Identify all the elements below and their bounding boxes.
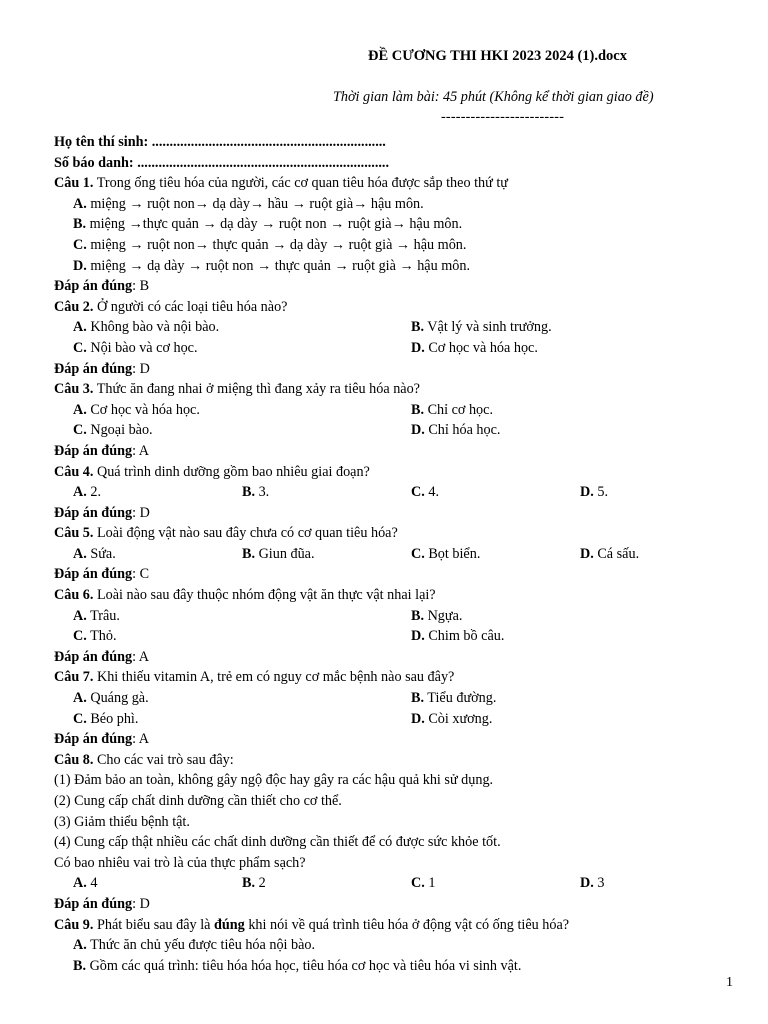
- answer-option: [411, 606, 462, 627]
- option-text: Ngoại bào.: [86, 422, 153, 439]
- option-text: 5.: [593, 484, 608, 501]
- option-text: Trâu.: [86, 607, 120, 624]
- option-key: B.: [242, 875, 256, 892]
- option-text: 4.: [424, 484, 439, 501]
- correct-answer: [54, 359, 734, 380]
- option-text: Chỉ hóa học.: [424, 422, 501, 439]
- answer-value: : D: [132, 504, 150, 521]
- question-1: [54, 173, 734, 194]
- option-text: Nội bào và cơ học.: [86, 339, 198, 356]
- answer-option: [73, 544, 116, 565]
- option-key: D.: [580, 545, 594, 562]
- answer-option: [73, 482, 101, 503]
- option-text: Cơ học và hóa học.: [424, 339, 538, 356]
- option-text: Béo phì.: [86, 710, 139, 727]
- question-text: Cho các vai trò sau đây:: [93, 751, 234, 768]
- correct-answer: [54, 564, 734, 585]
- option-key: B.: [411, 690, 425, 707]
- answer-option: [411, 709, 492, 730]
- option-text: Không bào và nội bào.: [86, 319, 220, 336]
- answer-option: [73, 688, 149, 709]
- option-key: A.: [73, 937, 87, 954]
- answer-option: [411, 873, 435, 894]
- answer-value: : A: [132, 731, 150, 748]
- question-5: [54, 523, 734, 544]
- option-key: B.: [411, 401, 425, 418]
- answer-option: [242, 873, 266, 894]
- option-text: Chim bồ câu.: [424, 628, 505, 645]
- option-key: A.: [73, 195, 87, 212]
- option-key: A.: [73, 690, 87, 707]
- answer-row: [54, 400, 734, 421]
- option-key: C.: [73, 422, 87, 439]
- answer-row: [54, 482, 734, 503]
- answer-row: [54, 420, 734, 441]
- option-key: B.: [242, 484, 256, 501]
- answer-label: Đáp án đúng: [54, 504, 133, 521]
- question-number: Câu 6.: [54, 587, 94, 604]
- answer-option: [73, 420, 153, 441]
- answer-option: [411, 420, 500, 441]
- answer-row: [54, 338, 734, 359]
- answer-label: Đáp án đúng: [54, 731, 133, 748]
- question-number: Câu 2.: [54, 298, 94, 315]
- answer-label: Đáp án đúng: [54, 648, 133, 665]
- correct-answer: [54, 276, 734, 297]
- answer-option: [73, 338, 198, 359]
- option-key: D.: [411, 339, 425, 356]
- statement: (4) Cung cấp thật nhiều các chất dinh dưỡng cần thiết để có được sức khỏe tốt.: [54, 834, 501, 851]
- answer-option: [73, 626, 117, 647]
- question-number: Câu 1.: [54, 175, 94, 192]
- correct-answer: [54, 503, 734, 524]
- answer-option: [73, 317, 219, 338]
- answer-option: [73, 400, 200, 421]
- option-key: C.: [73, 628, 87, 645]
- option-text: miệng → ruột non→ dạ dày→ hầu → ruột già→ hậu môn.: [86, 195, 424, 212]
- question-4: [54, 462, 734, 483]
- option-key: A.: [73, 401, 87, 418]
- option-text: Thỏ.: [86, 628, 117, 645]
- option-text: 3.: [255, 484, 270, 501]
- option-text: miệng → ruột non→ thực quản → dạ dày → ruột già → hậu môn.: [86, 236, 467, 253]
- option-text: 3: [593, 875, 605, 892]
- answer-option: [411, 338, 538, 359]
- option-key: B.: [73, 957, 87, 974]
- answer-option: [73, 873, 97, 894]
- question-3: [54, 379, 734, 400]
- option-key: C.: [411, 545, 425, 562]
- option-text: 2.: [86, 484, 101, 501]
- answer-option: [411, 626, 504, 647]
- answer-option: [73, 709, 138, 730]
- answer-option: [54, 956, 734, 977]
- question-text: Loài động vật nào sau đây chưa có cơ quan tiêu hóa?: [93, 525, 398, 542]
- correct-answer: [54, 647, 734, 668]
- question-number: Câu 4.: [54, 463, 94, 480]
- option-key: A.: [73, 545, 87, 562]
- answer-label: Đáp án đúng: [54, 895, 133, 912]
- student-id-field: Số báo danh: .......................................................................: [54, 154, 390, 171]
- page-number: 1: [726, 975, 733, 990]
- divider: -------------------------: [441, 109, 565, 125]
- option-key: A.: [73, 484, 87, 501]
- option-key: D.: [580, 875, 594, 892]
- option-key: B.: [411, 319, 425, 336]
- option-key: A.: [73, 607, 87, 624]
- option-text: miệng → dạ dày → ruột non → thực quản → ruột già → hậu môn.: [86, 257, 470, 274]
- answer-row: [54, 626, 734, 647]
- question-2: [54, 297, 734, 318]
- option-text: Tiểu đường.: [424, 690, 497, 707]
- question-emphasis: đúng: [214, 916, 245, 933]
- option-key: A.: [73, 875, 87, 892]
- answer-option: [54, 235, 734, 256]
- answer-label: Đáp án đúng: [54, 566, 133, 583]
- option-key: D.: [411, 710, 425, 727]
- answer-row: [54, 709, 734, 730]
- student-name-field: Họ tên thí sinh: ..................................................................: [54, 134, 386, 150]
- question-7: [54, 667, 734, 688]
- answer-value: : D: [132, 360, 150, 377]
- option-key: A.: [73, 319, 87, 336]
- answer-option: [411, 400, 493, 421]
- option-key: B.: [411, 607, 425, 624]
- answer-option: [411, 482, 439, 503]
- option-text: Còi xương.: [424, 710, 493, 727]
- question-text: Phát biểu sau đây là: [93, 916, 214, 933]
- answer-option: [411, 317, 552, 338]
- option-text: Cơ học và hóa học.: [86, 401, 200, 418]
- answer-option: [242, 482, 269, 503]
- answer-option: [580, 482, 608, 503]
- statement: (3) Giảm thiểu bệnh tật.: [54, 813, 190, 830]
- answer-option: [411, 688, 496, 709]
- correct-answer: [54, 729, 734, 750]
- option-text: Giun đũa.: [255, 545, 315, 562]
- correct-answer: [54, 441, 734, 462]
- option-key: C.: [73, 710, 87, 727]
- answer-option: [54, 256, 734, 277]
- question-number: Câu 9.: [54, 916, 94, 933]
- question-8: [54, 750, 734, 771]
- document-title: ĐỀ CƯƠNG THI HKI 2023 2024 (1).docx: [368, 48, 627, 64]
- option-key: D.: [580, 484, 594, 501]
- answer-option: [54, 935, 734, 956]
- answer-option: [54, 214, 734, 235]
- answer-value: : A: [132, 442, 150, 459]
- option-key: B.: [242, 545, 256, 562]
- question-number: Câu 7.: [54, 669, 94, 686]
- statement: Có bao nhiêu vai trò là của thực phẩm sạch?: [54, 854, 306, 871]
- option-text: 1: [424, 875, 436, 892]
- option-text: Chỉ cơ học.: [424, 401, 493, 418]
- option-key: B.: [73, 216, 87, 233]
- option-text: Ngựa.: [424, 607, 463, 624]
- answer-label: Đáp án đúng: [54, 442, 133, 459]
- option-key: C.: [411, 875, 425, 892]
- time-note: Thời gian làm bài: 45 phút (Không kể thời gian giao đề): [333, 89, 654, 105]
- option-text: Bọt biển.: [424, 545, 481, 562]
- question-text: Thức ăn đang nhai ở miệng thì đang xảy ra tiêu hóa nào?: [93, 381, 420, 398]
- answer-value: : B: [132, 278, 150, 295]
- question-number: Câu 3.: [54, 381, 94, 398]
- question-number: Câu 8.: [54, 751, 94, 768]
- answer-row: [54, 606, 734, 627]
- question-text: Khi thiếu vitamin A, trẻ em có nguy cơ mắc bệnh nào sau đây?: [93, 669, 455, 686]
- option-text: Quáng gà.: [86, 690, 149, 707]
- option-text: Sứa.: [86, 545, 116, 562]
- option-key: C.: [411, 484, 425, 501]
- answer-value: : C: [132, 566, 150, 583]
- question-text: Trong ống tiêu hóa của người, các cơ quan tiêu hóa được sắp theo thứ tự: [93, 175, 508, 192]
- answer-value: : D: [132, 895, 150, 912]
- option-text: miệng →thực quản → dạ dày → ruột non → ruột già→ hậu môn.: [86, 216, 463, 233]
- question-text-end: khi nói về quá trình tiêu hóa ở động vật có ống tiêu hóa?: [244, 916, 570, 933]
- option-text: Cá sấu.: [593, 545, 640, 562]
- option-key: D.: [411, 628, 425, 645]
- question-6: [54, 585, 734, 606]
- answer-option: [242, 544, 315, 565]
- answer-row: [54, 873, 734, 894]
- option-key: D.: [411, 422, 425, 439]
- question-text: Quá trình dinh dưỡng gồm bao nhiêu giai đoạn?: [93, 463, 370, 480]
- exam-content: [54, 132, 734, 976]
- answer-option: [580, 873, 604, 894]
- statement: (2) Cung cấp chất dinh dưỡng cần thiết cho cơ thể.: [54, 793, 342, 809]
- statement: (1) Đảm bảo an toàn, không gây ngộ độc hay gây ra các hậu quả khi sử dụng.: [54, 772, 494, 789]
- option-key: C.: [73, 339, 87, 356]
- option-text: Vật lý và sinh trưởng.: [424, 319, 552, 336]
- answer-row: [54, 688, 734, 709]
- question-text: Loài nào sau đây thuộc nhóm động vật ăn thực vật nhai lại?: [93, 587, 436, 604]
- option-key: D.: [73, 257, 87, 274]
- answer-option: [54, 194, 734, 215]
- option-text: Thức ăn chủ yếu được tiêu hóa nội bào.: [86, 937, 316, 954]
- option-key: C.: [73, 236, 87, 253]
- option-text: 2: [255, 875, 266, 892]
- correct-answer: [54, 894, 734, 915]
- answer-label: Đáp án đúng: [54, 278, 133, 295]
- option-text: Gồm các quá trình: tiêu hóa hóa học, tiêu hóa cơ học và tiêu hóa vi sinh vật.: [86, 957, 522, 974]
- answer-value: : A: [132, 648, 150, 665]
- answer-option: [411, 544, 480, 565]
- question-text: Ở người có các loại tiêu hóa nào?: [93, 298, 288, 315]
- answer-row: [54, 317, 734, 338]
- answer-option: [580, 544, 639, 565]
- option-text: 4: [86, 875, 98, 892]
- answer-label: Đáp án đúng: [54, 360, 133, 377]
- answer-row: [54, 544, 734, 565]
- question-9: [54, 915, 734, 936]
- question-number: Câu 5.: [54, 525, 94, 542]
- answer-option: [73, 606, 120, 627]
